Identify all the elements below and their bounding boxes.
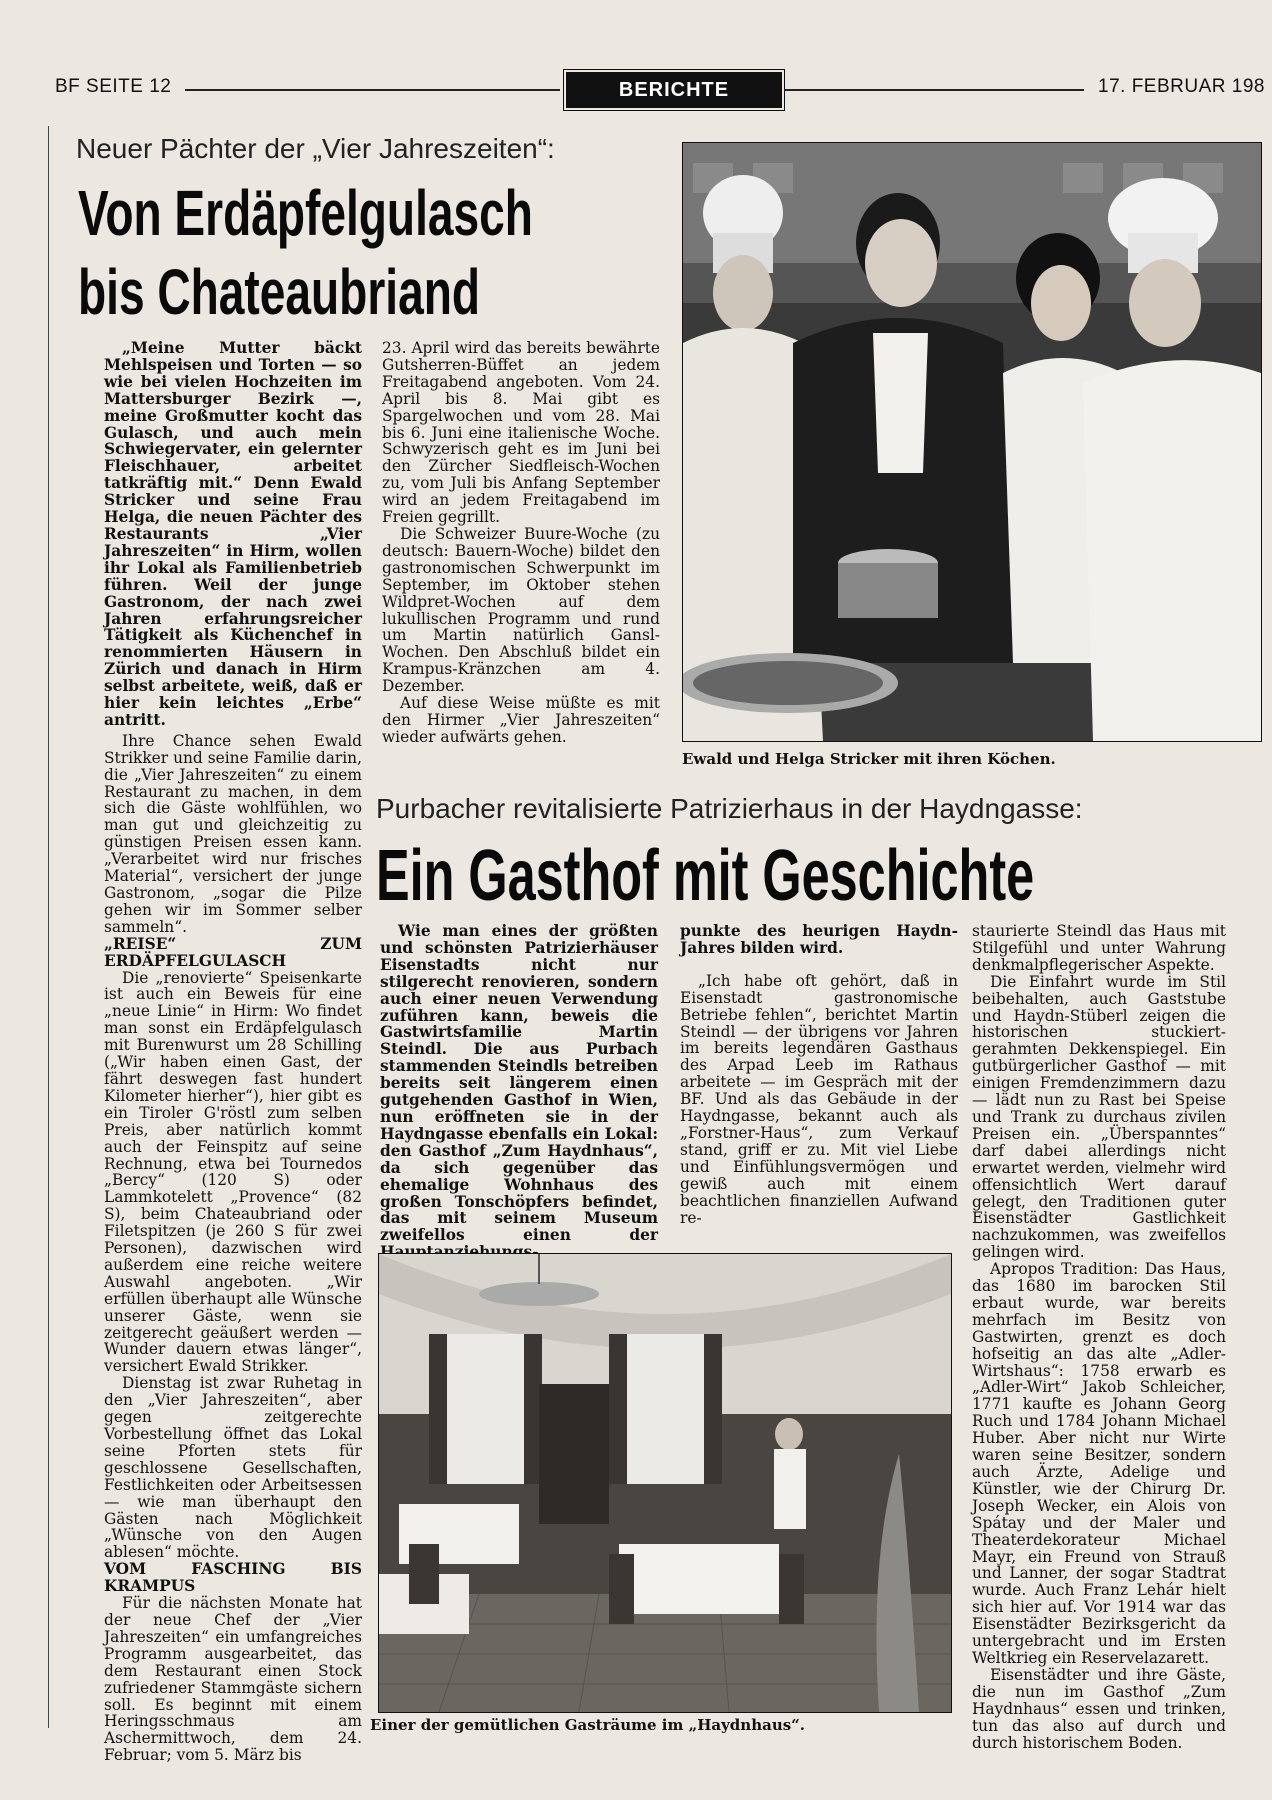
article1-paragraph: Dienstag ist zwar Ruhetag in den „Vier Jahreszeiten“, aber gegen zeitgerechte Vorbestellung öffnet das Lokal seine Pforten stets für geschlossene Gesellschaften, Festlichkeiten oder Arbeitsessen — wie man überhaupt den Gästen nach Möglichkeit „Wünsche von den Augen ablesen“ möchte. (104, 1374, 362, 1562)
chefs-photo-illustration (683, 143, 1261, 741)
page-number: BF SEITE 12 (55, 76, 172, 97)
article1-paragraph: Auf diese Weise müßte es mit den Hirmer „Vier Jahreszeiten“ wieder aufwärts gehen. (382, 694, 660, 746)
article2-lead-continuation: punkte des heurigen Haydn-Jahres bilden wird. (680, 922, 958, 957)
article2-paragraph: Die Einfahrt wurde im Stil beibehalten, auch Gaststube und Haydn-Stüberl zeigen die historischen stuckiert-gerahmten Dekkenspiegel. Ein gutbürgerlicher Gasthof — mit einigen Fremdenzimmern dazu — lädt nun zu Rast bei Speise und Trank zu durchaus zivilen Preisen ein. „Überspanntes“ darf dabei allerdings nicht erwartet werden, vielmehr wird offensichtlich Wert darauf gelegt, den Traditionen guter Eisenstädter Gastlichkeit nachzukommen, was zweifellos gelingen wird. (972, 972, 1226, 1262)
article2-lead-paragraph: Wie man eines der größten und schönsten Patrizierhäuser Eisenstadts nicht nur stilgerecht renovieren, sondern auch einer neuen Verwendung zuführen kann, beweis die Gastwirtsfamilie Martin Steindl. Die aus Purbach stammenden Steindls betreiben bereits seit längerem einen gutgehenden Gasthof in Wien, nun eröffneten sie in der Haydngasse ebenfalls ein Lokal: den Gasthof „Zum Haydnhaus“, da sich gegenüber das ehemalige Wohnhaus des großen Tonschöpfers befindet, das mit seinem Museum zweifellos einen der (380, 922, 658, 1245)
article1-paragraph: Die „renovierte“ Speisenkarte ist auch ein Beweis für eine „neue Linie“ in Hirm: Wo findet man sonst ein Erdäpfelgulasch mit Burenwurst um 28 Schilling („Wir haben einen Gast, der fährt deswegen fast hundert Kilometer hierher“), hier gibt es ein Tiroler G'röstl zum selben Preis, aber natürlich kommt auch der Feinspitz auf seine Rechnung, etwa bei Tournedos „Bercy“ (120 S) oder Lammkotelett „Provence“ (82 S), beim Chateaubriand oder Filetspitzen (je 260 S für zwei Personen), dazwischen wird außerdem eine reiche weitere Auswahl angeboten. „Wir erfüllen überhaupt alle Wünsche unserer Gäste, wenn sie zeitgerecht geäußert werden — Wunder dauern etwas länger“, versichert Ewald Strikker. (104, 968, 362, 1376)
article2-paragraph: staurierte Steindl das Haus mit Stilgefühl und unter Wahrung denkmalpflegerischer Aspekte. (972, 922, 1226, 974)
dining-room-photo-caption: Einer der gemütlichen Gasträume im „Haydnhaus“. (370, 1716, 806, 1734)
dining-room-photo (378, 1253, 952, 1713)
article2-paragraph: Eisenstädter und ihre Gäste, die nun im Gasthof „Zum Haydnhaus“ essen und trinken, tun das also auf durch und durch historischem Boden. (972, 1665, 1226, 1752)
article1-headline-line1: Von Erdäpfelgulasch (78, 177, 533, 249)
section-label: BERICHTE (566, 72, 782, 108)
page-frame-left (48, 126, 49, 1728)
article1-lead-paragraph: „Meine Mutter bäckt Mehlspeisen und Torten — so wie bei vielen Hochzeiten im Mattersburger Bezirk —, meine Großmutter kocht das Gulasch, und auch mein Schwiegervater, ein gelernter Fleischhauer, arbeitet tatkräftig mit.“ Denn Ewald Stricker und seine Frau Helga, die neuen Pächter des Restaurants „Vier Jahreszeiten“ in Hirm, wollen ihr Lokal als Familienbetrieb führen. Weil der junge Gastronom, der nach zwei Jahren erfahrungsreicher Tätigkeit als Küchenchef in renommierten Häusern in Zürich und danach in Hirm selbst arbeitete, weiß, daß er hier kein leichtes „Erbe“ antritt. (104, 339, 362, 729)
article1-kicker: Neuer Pächter der „Vier Jahreszeiten“: (76, 133, 555, 164)
header-rule-right (784, 89, 1084, 91)
header-rule-left (185, 89, 560, 91)
article1-subhead-fasching: VOM FASCHING BIS KRAMPUS (104, 1560, 362, 1596)
article2-paragraph: Apropos Tradition: Das Haus, das 1680 im barocken Stil erbaut wurde, war bereits mehrfach im Besitz von Gastwirten, grenzt es doch hofseitig an das alte „Adler-Wirtshaus“: 1758 erwarb es „Adler-Wirt“ Jakob Schleicher, 1771 kaufte es Johann Georg Ruch und 1784 Johann Michael Huber. Aber nicht nur Wirte waren seine Besitzer, sondern auch Ärzte, Adelige und Künstler, wie der Chirurg Dr. Joseph Wecker, ein Alois von Spátay und der Maler und Theaterdekorateur Michael Mayr, ein Freund von Strauß und Lanner, der sogar Stadtrat wurde. Auch Franz Lehár hielt sich hier auf. Vor 1914 war das Eisenstädter Bezirksgericht da untergebracht und im Ersten Weltkrieg ein Reservelazarett. (972, 1260, 1226, 1667)
article1-column1 (104, 340, 362, 1764)
article1-paragraph: Für die nächsten Monate hat der neue Chef der „Vier Jahreszeiten“ ein umfangreiches Programm ausgearbeitet, das dem Restaurant einen Stock zufriedener Stammgäste sichern soll. Es beginnt mit einem Heringsschmaus am Aschermittwoch, dem 24. Februar; vom 5. März bis (104, 1594, 362, 1765)
article1-paragraph: Die Schweizer Buure-Woche (zu deutsch: Bauern-Woche) bildet den gastronomischen Schwerpunkt im September, im Oktober stehen Wildpret-Wochen auf dem lukullischen Programm und rund um Martin natürlich Gansl-Wochen. Den Abschluß bildet ein Krampus-Kränzchen am 4. Dezember. (382, 524, 660, 696)
chefs-photo-caption: Ewald und Helga Stricker mit ihren Köchen. (682, 750, 1056, 768)
article2-headline: Ein Gasthof mit Geschichte (376, 836, 1035, 916)
article1-column2 (382, 340, 660, 746)
chefs-photo (682, 142, 1262, 742)
article2-column1 (380, 923, 658, 1261)
dining-room-illustration (379, 1254, 951, 1712)
article1-paragraph: 23. April wird das bereits bewährte Gutsherren-Büffet an jedem Freitagabend angeboten. Vom 24. April bis 8. Mai gibt es Spargelwochen und vom 28. Mai bis 6. Juni eine italienische Woche. Schwyzerisch geht es im Juni bei den Zürcher Siedfleisch-Wochen zu, vom Juli bis Anfang September wird an jedem Freitagabend im Freien gegrillt. (382, 339, 660, 527)
article1-subhead-reise: „REISE“ ZUM ERDÄPFELGULASCH (104, 934, 362, 970)
article2-paragraph: „Ich habe oft gehört, daß in Eisenstadt gastronomische Betriebe fehlen“, berichtet Martin Steindl — der übrigens vor Jahren im bereits legendären Gasthaus des Arpad Leeb im Rathaus arbeitete — im Gespräch mit der BF. Und als das Gebäude in der Haydngasse, bekannt auch als „Forstner-Haus“, zum Verkauf stand, griff er zu. Mit viel Liebe und Einfühlungsvermögen und gewiß auch mit einem beachtlichen finanziellen Aufwand re- (680, 971, 958, 1227)
article2-kicker: Purbacher revitalisierte Patrizierhaus in der Haydngasse: (376, 793, 1083, 824)
article1-paragraph: Ihre Chance sehen Ewald Strikker und seine Familie darin, die „Vier Jahreszeiten“ zu einem Restaurant zu machen, in dem sich die Gäste wohlfühlen, wo man gut und gleichzeitig zu günstigen Preisen essen kann. „Verarbeitet wird nur frisches Material“, versichert der junge Gastronom, „sogar die Pilze gehen wir im Sommer selber sammeln“. (104, 731, 362, 936)
article2-column2 (680, 923, 958, 1226)
article1-headline-line2: bis Chateaubriand (78, 256, 480, 328)
issue-date: 17. FEBRUAR 198 (1098, 76, 1265, 97)
article2-column3 (972, 923, 1226, 1751)
